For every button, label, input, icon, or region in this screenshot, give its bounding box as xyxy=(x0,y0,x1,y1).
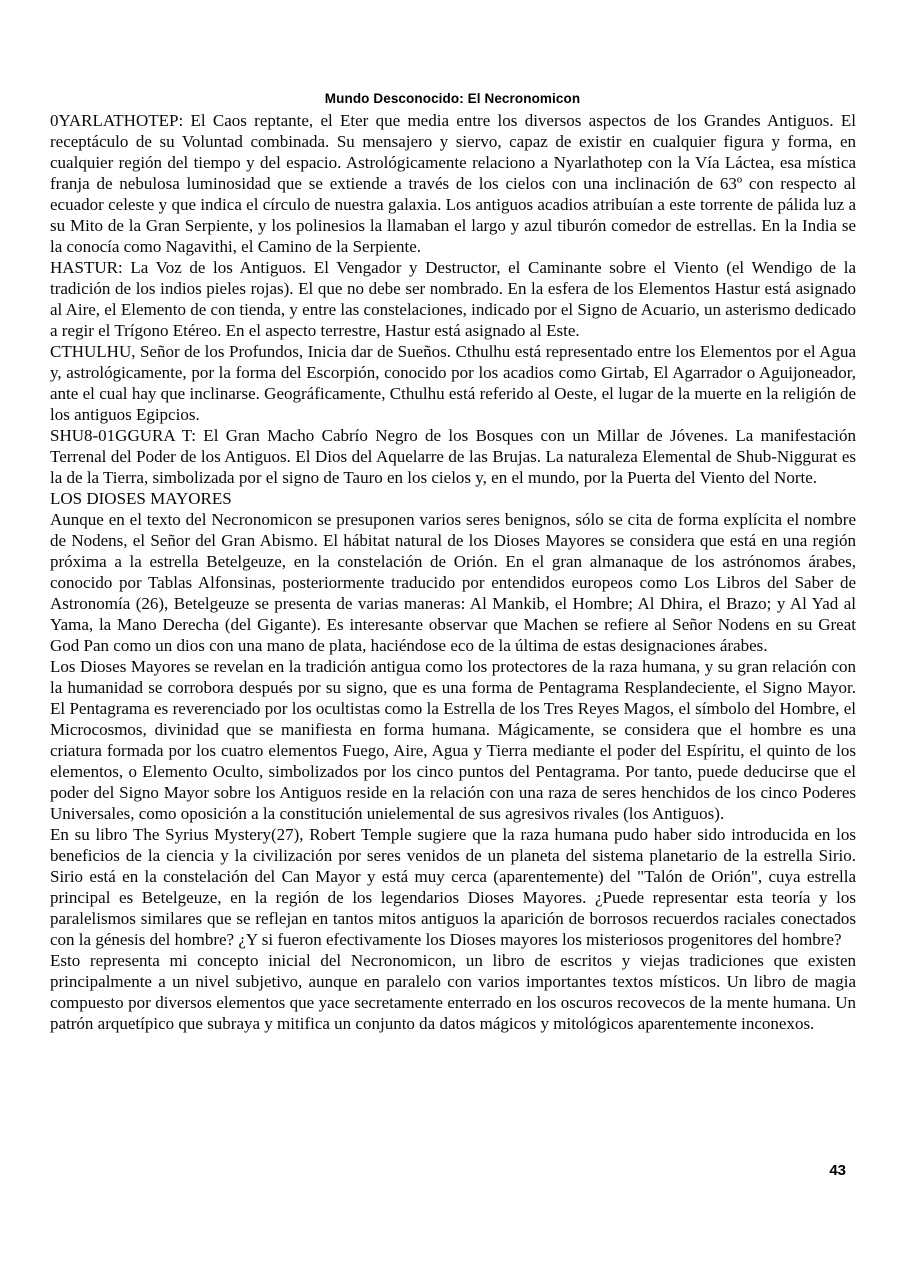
paragraph: Aunque en el texto del Necronomicon se presuponen varios seres benignos, sólo se cita de forma explícita el nombre de Nodens, el Señor del Gran Abismo. El hábitat natural de los Dioses Mayores se considera que está en una región próxima a la estrella Betelgeuze, en la constelación de Orión. En el gran almanaque de los astrónomos árabes, conocido por Tablas Alfonsinas, posteriormente traducido por entendidos europeos como Los Libros del Saber de Astronomía (26), Betelgeuze se presenta de varias maneras: Al Mankib, el Hombre; Al Dhira, el Brazo; y Al Yad al Yama, la Mano Derecha (del Gigante). Es interesante observar que Machen se refiere al Señor Nodens en su Great God Pan como un dios con una mano de plata, haciéndose eco de la última de estas designaciones árabes. xyxy=(50,510,856,655)
document-body xyxy=(50,110,856,1034)
page-number: 43 xyxy=(829,1162,846,1179)
paragraph: CTHULHU, Señor de los Profundos, Inicia dar de Sueños. Cthulhu está representado entre los Elementos por el Agua y, astrológicamente, por la forma del Escorpión, conocido por los acadios como Girtab, El Agarrador o Aguijoneador, ante el cual hay que inclinarse. Geográficamente, Cthulhu está referido al Oeste, el lugar de la muerte en la religión de los antiguos Egipcios. xyxy=(50,342,856,424)
paragraph: En su libro The Syrius Mystery(27), Robert Temple sugiere que la raza humana pudo haber sido introducida en los beneficios de la ciencia y la civilización por seres venidos de un planeta del sistema planetario de la estrella Sirio. Sirio está en la constelación del Can Mayor y está muy cerca (aparentemente) del "Talón de Orión", cuya estrella principal es Betelgeuze, en la región de los legendarios Dioses Mayores. ¿Puede representar esta teoría y los paralelismos similares que se reflejan en tantos mitos antiguos la aparición de borrosos recuerdos raciales conectados con la génesis del hombre? ¿Y si fueron efectivamente los Dioses mayores los misteriosos progenitores del hombre? xyxy=(50,825,856,949)
paragraph: HASTUR: La Voz de los Antiguos. El Vengador y Destructor, el Caminante sobre el Viento (el Wendigo de la tradición de los indios pieles rojas). El que no debe ser nombrado. En la esfera de los Elementos Hastur está asignado al Aire, el Elemento de con tienda, y entre las constelaciones, indicado por el Signo de Acuario, un asterismo dedicado a regir el Trígono Etéreo. En el aspecto terrestre, Hastur está asignado al Este. xyxy=(50,258,856,340)
paragraph: SHU8-01GGURA T: El Gran Macho Cabrío Negro de los Bosques con un Millar de Jóvenes. La manifestación Terrenal del Poder de los Antiguos. El Dios del Aquelarre de las Brujas. La naturaleza Elemental de Shub-Niggurat es la de la Tierra, simbolizada por el signo de Tauro en los cielos y, en el mundo, por la Puerta del Viento del Norte. xyxy=(50,426,856,487)
paragraph: 0YARLATHOTEP: El Caos reptante, el Eter que media entre los diversos aspectos de los Grandes Antiguos. El receptáculo de su Voluntad combinada. Su mensajero y siervo, capaz de existir en cualquier figura y forma, en cualquier región del tiempo y del espacio. Astrológicamente relaciono a Nyarlathotep con la Vía Láctea, esa mística franja de nebulosa luminosidad que se extiende a través de los cielos con una inclinación de 63º con respecto al ecuador celeste y que indica el círculo de nuestra galaxia. Los antiguos acadios atribuían a este torrente de pálida luz a su Mito de la Gran Serpiente, y los polinesios la llamaban el largo y azul tiburón comedor de estrellas. En la India se la conocía como Nagavithi, el Camino de la Serpiente. xyxy=(50,111,856,256)
paragraph: Los Dioses Mayores se revelan en la tradición antigua como los protectores de la raza humana, y su gran relación con la humanidad se corrobora después por su signo, que es una forma de Pentagrama Resplandeciente, el Signo Mayor. El Pentagrama es reverenciado por los ocultistas como la Estrella de los Tres Reyes Magos, el símbolo del Hombre, el Microcosmos, divinidad que se manifiesta en forma humana. Mágicamente, se considera que el hombre es una criatura formada por los cuatro elementos Fuego, Aire, Agua y Tierra mediante el poder del Espíritu, el quinto de los elementos, o Elemento Oculto, simbolizados por los cinco puntos del Pentagrama. Por tanto, puede deducirse que el poder del Signo Mayor sobre los Antiguos reside en la relación con una raza de seres henchidos de los cinco Poderes Universales, como oposición a la constitución unielemental de sus agresivos rivales (los Antiguos). xyxy=(50,657,856,823)
page-title: Mundo Desconocido: El Necronomicon xyxy=(324,91,581,106)
paragraph: Esto representa mi concepto inicial del Necronomicon, un libro de escritos y viejas tradiciones que existen principalmente a un nivel subjetivo, aunque en paralelo con varios importantes textos místicos. Un libro de magia compuesto por diversos elementos que yace secretamente enterrado en los oscuros recovecos de la mente humana. Un patrón arquetípico que subraya y mitifica un conjunto da datos mágicos y mitológicos aparentemente inconexos. xyxy=(50,951,856,1033)
section-heading: LOS DIOSES MAYORES xyxy=(50,489,232,508)
